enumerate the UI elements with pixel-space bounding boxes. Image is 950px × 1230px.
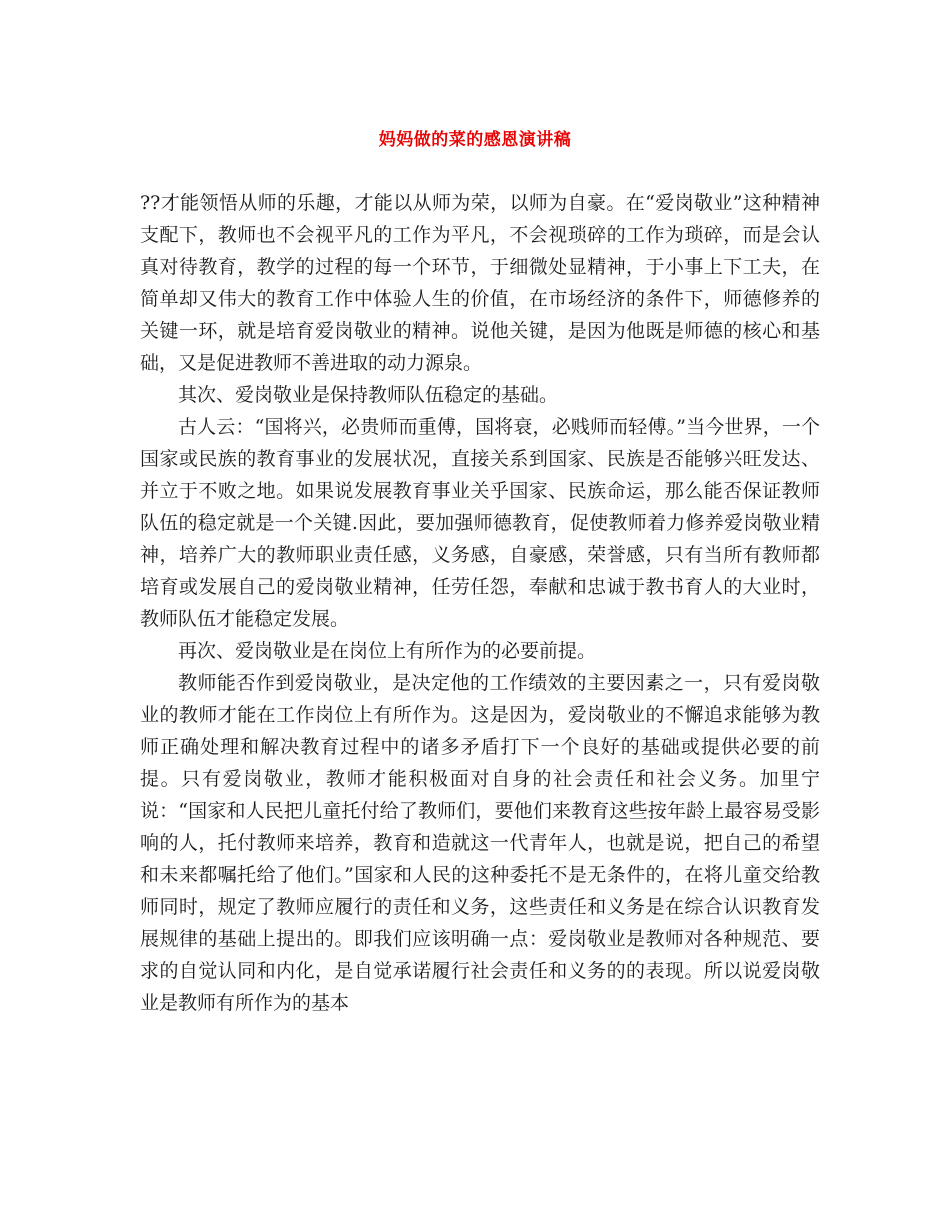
document-title: 妈妈做的菜的感恩演讲稿 <box>378 130 572 150</box>
paragraph-1: ??才能领悟从师的乐趣，才能以从师为荣，以师为自豪。在“爱岗敬业”这种精神支配下，教师也不会视平凡的工作为平凡，不会视琐碎的工作为琐碎，而是会认真对待教育，教学的过程的每一个环节，于细微处显精神，于小事上下工夫，在简单却又伟大的教育工作中体验人生的价值，在市场经济的条件下，师德修养的关键一环，就是培育爱岗敬业的精神。说他关键，是因为他既是师德的核心和基础，又是促进教师不善进取的动力源泉。 <box>140 192 820 374</box>
paragraph-5: 教师能否作到爱岗敬业，是决定他的工作绩效的主要因素之一，只有爱岗敬业的教师才能在工作岗位上有所作为。这是因为，爱岗敬业的不懈追求能够为教师正确处理和解决教育过程中的诸多矛盾打下一个良好的基础或提供必要的前提。只有爱岗敬业，教师才能积极面对自身的社会责任和社会义务。加里宁说：“国家和人民把儿童托付给了教师们，要他们来教育这些按年龄上最容易受影响的人，托付教师来培养，教育和造就这一代青年人，也就是说，把自己的希望和未来都嘱托给了他们。”国家和人民的这种委托不是无条件的，在将儿童交给教师同时，规定了教师应履行的责任和义务，这些责任和义务是在综合认识教育发展规律的基础上提出的。即我们应该明确一点：爱岗敬业是教师对各种规范、要求的自觉认同和内化，是自觉承诺履行社会责任和义务的的表现。所以说爱岗敬业是教师有所作为的基本 <box>140 672 820 1014</box>
paragraph-3: 古人云：“国将兴，必贵师而重傅，国将衰，必贱师而轻傅。”当今世界，一个国家或民族的教育事业的发展状况，直接关系到国家、民族是否能够兴旺发达、并立于不败之地。如果说发展教育事业关乎国家、民族命运，那么能否保证教师队伍的稳定就是一个关键.因此，要加强师德教育，促使教师着力修养爱岗敬业精神，培养广大的教师职业责任感，义务感，自豪感，荣誉感，只有当所有教师都培育或发展自己的爱岗敬业精神，任劳任怨，奉献和忠诚于教书育人的大业时，教师队伍才能稳定发展。 <box>140 416 820 630</box>
document-body <box>140 187 820 1019</box>
paragraph-2: 其次、爱岗敬业是保持教师队伍稳定的基础。 <box>178 384 559 406</box>
paragraph-4: 再次、爱岗敬业是在岗位上有所作为的必要前提。 <box>178 640 597 662</box>
